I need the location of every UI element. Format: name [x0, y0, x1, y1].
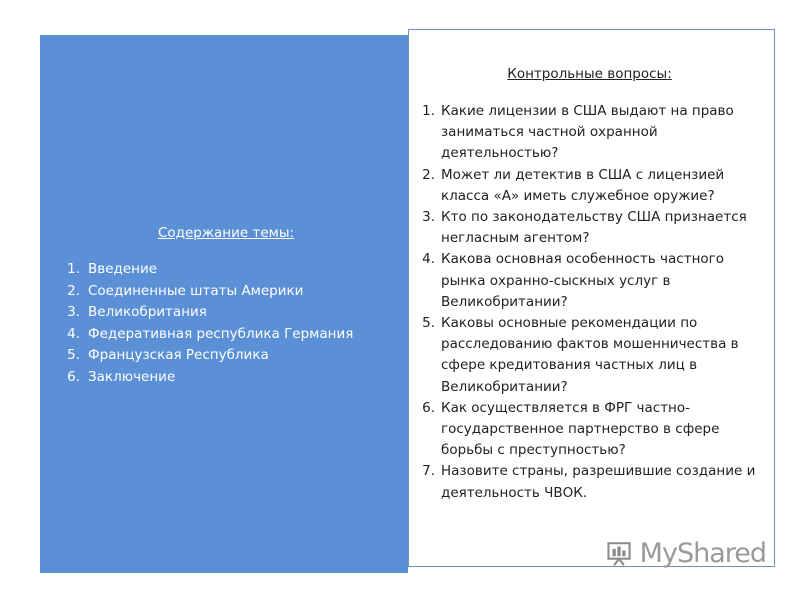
- question-text: Назовите страны, разрешившие создание и деятельность ЧВОК.: [441, 463, 756, 501]
- item-number: 3.: [67, 304, 80, 320]
- question-text: Каковы основные рекомендации по расследованию фактов мошенничества в сфере кредитования частных лиц в Великобритании?: [441, 315, 739, 395]
- questions-block: [409, 66, 774, 504]
- question-item: [415, 165, 764, 207]
- question-item: [415, 249, 764, 313]
- question-number: 3.: [422, 209, 435, 226]
- question-text: Может ли детектив в США с лицензией класса «А» иметь служебное оружие?: [441, 166, 725, 204]
- contents-item: [48, 259, 390, 281]
- question-text: Какова основная особенность частного рынка охранно-сыскных услуг в Великобритании?: [441, 251, 725, 310]
- item-number: 4.: [67, 325, 80, 342]
- contents-heading: Содержание темы:: [157, 225, 295, 241]
- item-number: 1.: [67, 261, 80, 277]
- watermark-text: MyShared: [639, 537, 766, 569]
- contents-item: [48, 367, 390, 389]
- question-item: [415, 313, 764, 398]
- question-number: 4.: [422, 251, 435, 268]
- myshared-watermark: [606, 534, 766, 572]
- item-number: 2.: [67, 282, 80, 299]
- contents-panel: [40, 35, 408, 573]
- question-item: [415, 398, 764, 462]
- item-text: Введение: [88, 261, 158, 277]
- item-text: Заключение: [88, 368, 176, 385]
- question-number: 6.: [422, 399, 435, 416]
- contents-item: [48, 281, 390, 303]
- item-number: 6.: [67, 368, 80, 385]
- contents-list: [48, 259, 390, 388]
- contents-item: [48, 302, 390, 324]
- item-text: Соединенные штаты Америки: [88, 282, 304, 299]
- question-number: 7.: [422, 463, 435, 480]
- question-text: Кто по законодательству США признается негласным агентом?: [441, 209, 747, 247]
- question-item: [415, 461, 764, 503]
- question-item: [415, 101, 764, 165]
- presentation-board-icon: [606, 536, 634, 570]
- questions-heading: Контрольные вопросы:: [507, 66, 672, 82]
- questions-list: [415, 101, 764, 504]
- item-text: Великобритания: [88, 304, 207, 320]
- contents-block: [40, 225, 408, 388]
- contents-item: [48, 345, 390, 367]
- question-text: Какие лицензии в США выдают на право заниматься частной охранной деятельностью?: [441, 103, 734, 162]
- item-text: Французская Республика: [88, 347, 269, 363]
- question-text: Как осуществляется в ФРГ частно-государственное партнерство в сфере борьбы с преступностью?: [441, 399, 720, 459]
- contents-item: [48, 324, 390, 346]
- question-number: 5.: [422, 315, 435, 332]
- question-item: [415, 207, 764, 249]
- question-number: 1.: [422, 103, 435, 119]
- item-text: Федеративная республика Германия: [88, 325, 354, 342]
- item-number: 5.: [67, 347, 80, 363]
- question-number: 2.: [422, 166, 435, 183]
- questions-panel: [408, 29, 775, 567]
